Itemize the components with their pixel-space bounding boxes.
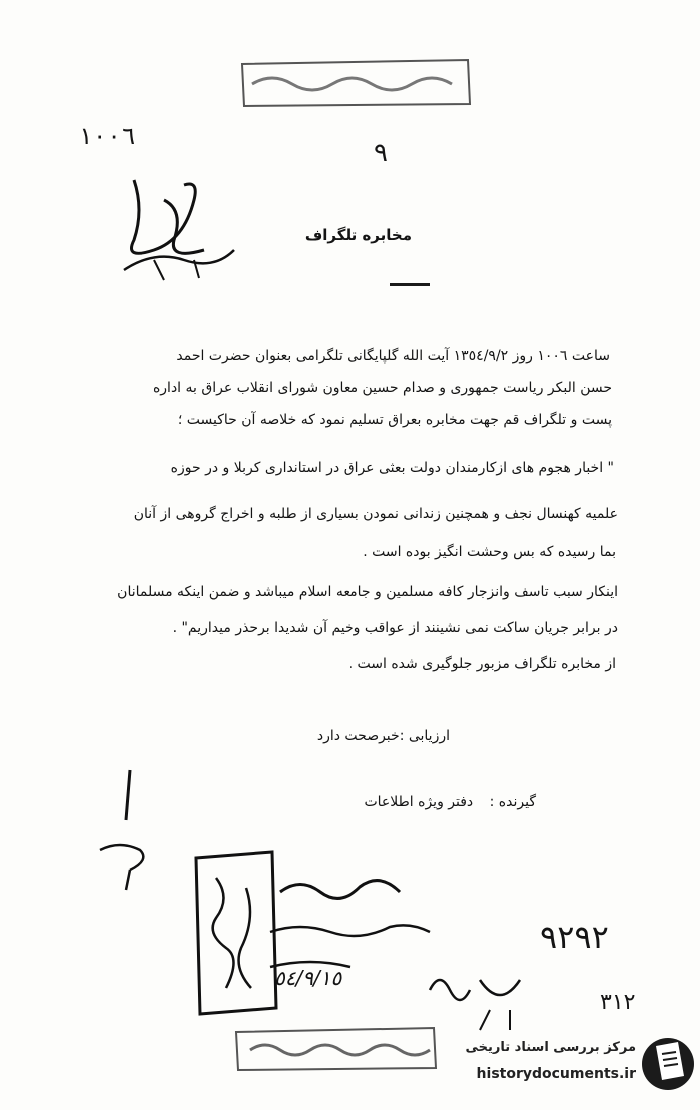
watermark-logo-icon — [636, 1028, 696, 1098]
top-stamp — [232, 54, 478, 112]
body-line: در برابر جریان ساکت نمی نشینند از عواقب وخیم آن شدیدا برحذر میداریم" . — [172, 620, 618, 636]
body-line: از مخابره تلگراف مزبور جلوگیری شده است . — [348, 656, 616, 672]
body-line: بما رسیده که بس وحشت انگیز بوده است . — [363, 544, 616, 560]
bottom-stamp — [230, 1024, 440, 1074]
body-line: پست و تلگراف قم جهت مخابره بعراق تسلیم نمود که خلاصه آن حاکیست ؛ — [177, 412, 612, 428]
handwritten-page-number: ١٠٠٦ — [78, 122, 136, 150]
watermark-title: مرکز بررسی اسناد تاریخی — [465, 1040, 636, 1055]
evaluation-line: ارزیابی :خبرصحت دارد — [316, 728, 450, 744]
handwritten-date: ٥٤/٩/١٥ — [274, 966, 342, 990]
handwritten-signature — [104, 160, 244, 300]
title-underline — [390, 283, 430, 286]
recipients-label: گیرنده : — [489, 794, 536, 810]
body-line: ساعت ١٠٠٦ روز ١٣٥٤/٩/٢ آیت الله گلپایگانی تلگرامی بعنوان حضرت احمد — [176, 348, 610, 364]
handwritten-number-bottom: ٣١٢ — [600, 990, 636, 1015]
handwritten-mark-left — [90, 760, 170, 900]
handwritten-number-right: ٩٢٩٢ — [540, 918, 609, 956]
watermark-url: historydocuments.ir — [476, 1066, 636, 1082]
body-line: اینکار سبب تاسف وانزجار کافه مسلمین و جامعه اسلام میباشد و ضمن اینکه مسلمانان — [117, 584, 618, 600]
recipients-line — [352, 794, 536, 810]
recipients-value: دفتر ویژه اطلاعات — [364, 794, 474, 810]
body-line: علمیه کهنسال نجف و همچنین زندانی نمودن بسیاری از طلبه و اخراج گروهی از آنان — [133, 506, 618, 522]
body-line: حسن البکر ریاست جمهوری و صدام حسین معاون شورای انقلاب عراق به اداره — [152, 380, 612, 396]
document-title: مخابره تلگراف — [304, 226, 412, 244]
body-line: " اخبار هجوم های ازکارمندان دولت بعثی عراق در استانداری کربلا و در حوزه — [170, 460, 614, 476]
page-number: ٩ — [374, 138, 388, 168]
